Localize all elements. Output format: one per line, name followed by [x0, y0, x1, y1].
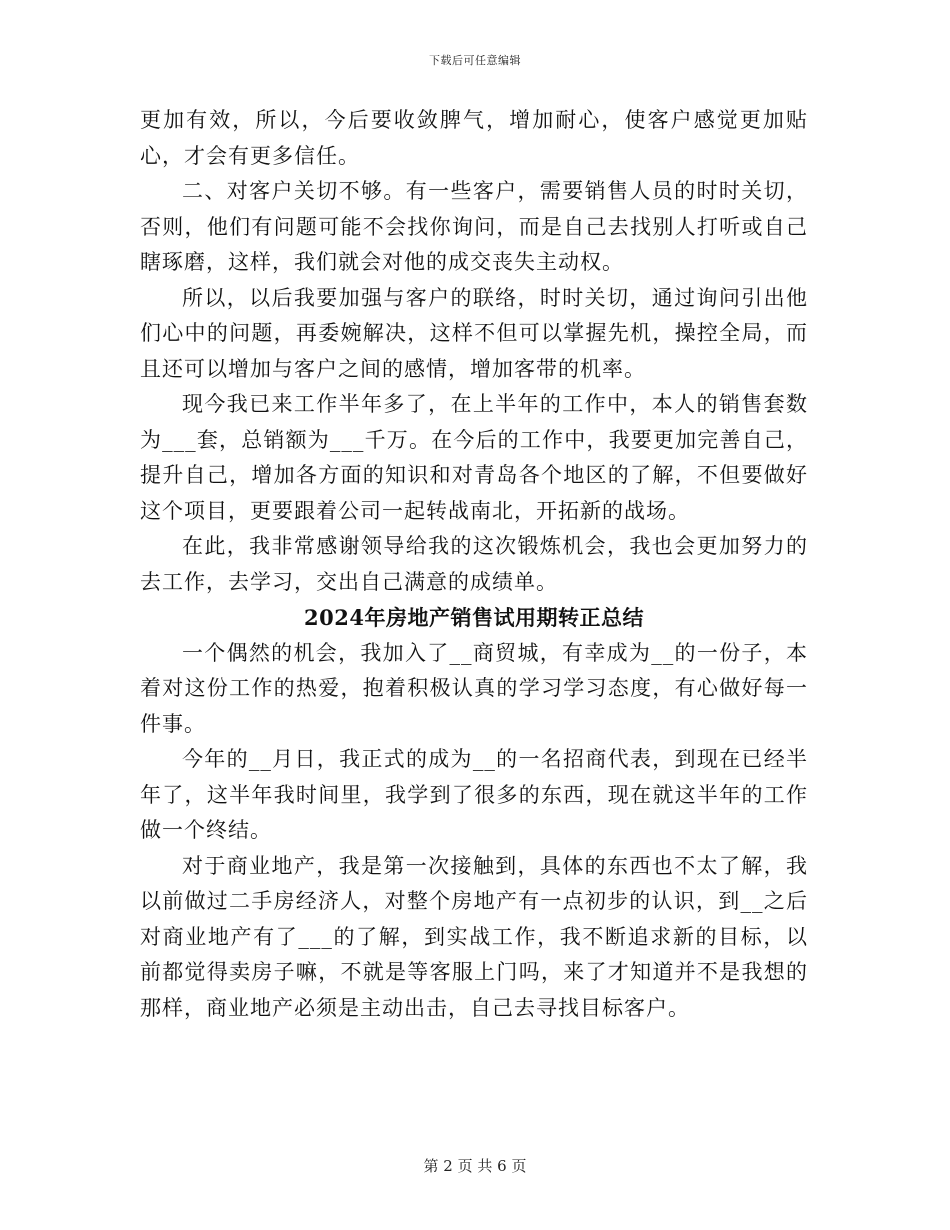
paragraph-commercial-property: 对于商业地产，我是第一次接触到，具体的东西也不太了解，我以前做过二手房经济人，对整个房地产有一点初步的认识，到__之后对商业地产有了___的了解，到实战工作，我不断追求新的目标，以前都觉得卖房子嘛，不就是等客服上门吗，来了才知道并不是我想的那样，商业地产必须是主动出击，自己去寻找目标客户。: [140, 853, 808, 1020]
document-body: [140, 103, 808, 1026]
paragraph-continuation: 更加有效，所以，今后要收敛脾气，增加耐心，使客户感觉更加贴心，才会有更多信任。: [140, 108, 808, 168]
section-title: 2024年房地产销售试用期转正总结: [304, 605, 644, 630]
page-header: 下载后可任意编辑: [429, 54, 521, 67]
paragraph-joining: 一个偶然的机会，我加入了__商贸城，有幸成为__的一份子，本着对这份工作的热爱，抱着积极认真的学习学习态度，有心做好每一件事。: [140, 640, 808, 736]
page-number: 第 2 页 共 6 页: [423, 1157, 527, 1175]
paragraph-improvement-plan: 所以，以后我要加强与客户的联络，时时关切，通过询问引出他们心中的问题，再委婉解决，这样不但可以掌握先机，操控全局，而且还可以增加与客户之间的感情，增加客带的机率。: [140, 285, 808, 381]
paragraph-sales-results: 现今我已来工作半年多了，在上半年的工作中，本人的销售套数为___套，总销额为___千万。在今后的工作中，我要更加完善自己，提升自己，增加各方面的知识和对青岛各个地区的了解，不但要做好这个项目，更要跟着公司一起转战南北，开拓新的战场。: [140, 392, 808, 523]
paragraph-half-year: 今年的__月日，我正式的成为__的一名招商代表，到现在已经半年了，这半年我时间里，我学到了很多的东西，现在就这半年的工作做一个终结。: [140, 747, 808, 842]
paragraph-thanks: 在此，我非常感谢领导给我的这次锻炼机会，我也会更加努力的去工作，去学习，交出自己满意的成绩单。: [140, 534, 808, 594]
paragraph-customer-care: 二、对客户关切不够。有一些客户，需要销售人员的时时关切，否则，他们有问题可能不会找你询问，而是自己去找别人打听或自己瞎琢磨，这样，我们就会对他的成交丧失主动权。: [140, 179, 808, 274]
